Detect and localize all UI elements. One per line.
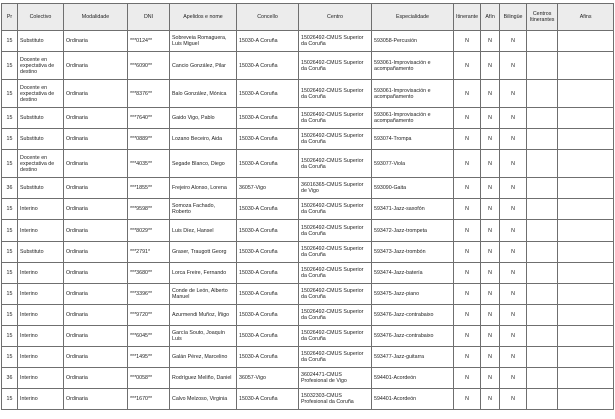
cell-itinerante: N xyxy=(454,220,481,241)
cell-colectivo: Substituto xyxy=(18,241,64,262)
cell-nome: Galán Pérez, Marcelino xyxy=(170,347,237,368)
cell-dni: ***8029** xyxy=(128,220,170,241)
cell-modalidade: Ordinaria xyxy=(64,31,128,52)
cell-afin: N xyxy=(481,241,500,262)
cell-concello: 15030-A Coruña xyxy=(237,304,299,325)
cell-modalidade: Ordinaria xyxy=(64,304,128,325)
cell-centros-itinerantes xyxy=(527,241,558,262)
table-row xyxy=(2,80,614,108)
cell-colectivo: Interino xyxy=(18,262,64,283)
cell-especialidade: 593471-Jazz-saxofón xyxy=(372,199,454,220)
cell-dni: ***2791* xyxy=(128,241,170,262)
cell-dni: ***0889** xyxy=(128,129,170,150)
cell-bilingue: N xyxy=(500,304,527,325)
cell-dni: ***6090** xyxy=(128,52,170,80)
cell-afin: N xyxy=(481,368,500,389)
cell-modalidade: Ordinaria xyxy=(64,283,128,304)
cell-pr: 36 xyxy=(2,368,18,389)
cell-itinerante: N xyxy=(454,304,481,325)
cell-centro: 15026492-CMUS Superior da Coruña xyxy=(299,347,372,368)
cell-centro: 15026492-CMUS Superior da Coruña xyxy=(299,129,372,150)
cell-especialidade: 593476-Jazz-contrabaixo xyxy=(372,304,454,325)
cell-nome: Somoza Fachado, Roberto xyxy=(170,199,237,220)
col-header-bilingue: Bilingüe xyxy=(500,4,527,31)
cell-itinerante: N xyxy=(454,178,481,199)
cell-concello: 15030-A Coruña xyxy=(237,347,299,368)
cell-afin: N xyxy=(481,262,500,283)
table-row xyxy=(2,368,614,389)
cell-centros-itinerantes xyxy=(527,199,558,220)
cell-bilingue: N xyxy=(500,108,527,129)
cell-especialidade: 593074-Trompa xyxy=(372,129,454,150)
cell-dni: ***9598** xyxy=(128,199,170,220)
cell-centro: 15026492-CMUS Superior da Coruña xyxy=(299,220,372,241)
cell-concello: 15030-A Coruña xyxy=(237,220,299,241)
table-row xyxy=(2,31,614,52)
cell-centro: 15032303-CMUS Profesional da Coruña xyxy=(299,389,372,410)
cell-especialidade: 594401-Acordeón xyxy=(372,389,454,410)
cell-concello: 15030-A Coruña xyxy=(237,325,299,346)
cell-dni: ***8376** xyxy=(128,80,170,108)
cell-concello: 36057-Vigo xyxy=(237,368,299,389)
cell-nome: Conde de León, Alberto Manuel xyxy=(170,283,237,304)
cell-colectivo: Interino xyxy=(18,389,64,410)
cell-modalidade: Ordinaria xyxy=(64,220,128,241)
cell-afins xyxy=(558,262,614,283)
cell-centros-itinerantes xyxy=(527,108,558,129)
cell-concello: 15030-A Coruña xyxy=(237,241,299,262)
cell-colectivo: Substituto xyxy=(18,108,64,129)
col-header-afin: Afín xyxy=(481,4,500,31)
cell-pr: 15 xyxy=(2,108,18,129)
cell-afin: N xyxy=(481,178,500,199)
col-header-dni: DNI xyxy=(128,4,170,31)
col-header-centros-itinerantes: Centros Itinerantes xyxy=(527,4,558,31)
cell-colectivo: Substituto xyxy=(18,129,64,150)
cell-pr: 15 xyxy=(2,150,18,178)
cell-centro: 15026492-CMUS Superior da Coruña xyxy=(299,325,372,346)
cell-centro: 36024471-CMUS Profesional de Vigo xyxy=(299,368,372,389)
cell-concello: 15030-A Coruña xyxy=(237,80,299,108)
col-header-afins: Afins xyxy=(558,4,614,31)
cell-centros-itinerantes xyxy=(527,325,558,346)
cell-especialidade: 593061-Improvisación e acompañamento xyxy=(372,52,454,80)
cell-especialidade: 593061-Improvisación e acompañamento xyxy=(372,80,454,108)
cell-colectivo: Docente en expectativa de destino xyxy=(18,52,64,80)
cell-centro: 15026492-CMUS Superior da Coruña xyxy=(299,150,372,178)
cell-afins xyxy=(558,347,614,368)
cell-especialidade: 594401-Acordeón xyxy=(372,368,454,389)
cell-modalidade: Ordinaria xyxy=(64,241,128,262)
cell-bilingue: N xyxy=(500,347,527,368)
table-row xyxy=(2,52,614,80)
cell-colectivo: Interino xyxy=(18,347,64,368)
cell-dni: ***6045** xyxy=(128,325,170,346)
cell-bilingue: N xyxy=(500,325,527,346)
cell-modalidade: Ordinaria xyxy=(64,80,128,108)
cell-colectivo: Interino xyxy=(18,304,64,325)
cell-nome: Sobreveia Romaguera, Luis Miguel xyxy=(170,31,237,52)
cell-centro: 15026492-CMUS Superior da Coruña xyxy=(299,262,372,283)
cell-nome: Balo González, Mónica xyxy=(170,80,237,108)
cell-afins xyxy=(558,368,614,389)
cell-modalidade: Ordinaria xyxy=(64,52,128,80)
cell-pr: 15 xyxy=(2,199,18,220)
cell-pr: 15 xyxy=(2,347,18,368)
cell-afin: N xyxy=(481,199,500,220)
cell-afins xyxy=(558,389,614,410)
cell-itinerante: N xyxy=(454,129,481,150)
cell-bilingue: N xyxy=(500,150,527,178)
cell-modalidade: Ordinaria xyxy=(64,325,128,346)
cell-centros-itinerantes xyxy=(527,150,558,178)
cell-dni: ***4035** xyxy=(128,150,170,178)
cell-nome: Calvo Melzoso, Virginia xyxy=(170,389,237,410)
cell-dni: ***1855** xyxy=(128,178,170,199)
cell-afins xyxy=(558,325,614,346)
cell-centros-itinerantes xyxy=(527,389,558,410)
header-row xyxy=(2,4,614,31)
table-row xyxy=(2,347,614,368)
cell-bilingue: N xyxy=(500,178,527,199)
cell-afin: N xyxy=(481,150,500,178)
cell-afin: N xyxy=(481,108,500,129)
cell-centros-itinerantes xyxy=(527,368,558,389)
cell-colectivo: Interino xyxy=(18,368,64,389)
cell-afins xyxy=(558,220,614,241)
cell-nome: Gaido Vigo, Pablo xyxy=(170,108,237,129)
cell-bilingue: N xyxy=(500,368,527,389)
cell-bilingue: N xyxy=(500,241,527,262)
col-header-concello: Concello xyxy=(237,4,299,31)
cell-itinerante: N xyxy=(454,241,481,262)
cell-pr: 15 xyxy=(2,283,18,304)
cell-dni: ***0058** xyxy=(128,368,170,389)
cell-afins xyxy=(558,150,614,178)
cell-nome: Segade Blanco, Diego xyxy=(170,150,237,178)
cell-centro: 15026492-CMUS Superior da Coruña xyxy=(299,304,372,325)
cell-concello: 15030-A Coruña xyxy=(237,52,299,80)
cell-colectivo: Substituto xyxy=(18,31,64,52)
cell-itinerante: N xyxy=(454,389,481,410)
cell-afins xyxy=(558,31,614,52)
cell-itinerante: N xyxy=(454,108,481,129)
col-header-colectivo: Colectivo xyxy=(18,4,64,31)
cell-nome: Azurmendi Muñoz, Íñigo xyxy=(170,304,237,325)
cell-afin: N xyxy=(481,347,500,368)
cell-modalidade: Ordinaria xyxy=(64,150,128,178)
cell-modalidade: Ordinaria xyxy=(64,178,128,199)
cell-afin: N xyxy=(481,80,500,108)
cell-bilingue: N xyxy=(500,199,527,220)
cell-itinerante: N xyxy=(454,199,481,220)
cell-afin: N xyxy=(481,389,500,410)
cell-concello: 15030-A Coruña xyxy=(237,199,299,220)
cell-bilingue: N xyxy=(500,80,527,108)
cell-dni: ***0124** xyxy=(128,31,170,52)
table-row xyxy=(2,150,614,178)
cell-afins xyxy=(558,283,614,304)
col-header-itinerante: Itinerante xyxy=(454,4,481,31)
cell-centros-itinerantes xyxy=(527,129,558,150)
cell-afins xyxy=(558,108,614,129)
table-row xyxy=(2,304,614,325)
cell-concello: 15030-A Coruña xyxy=(237,262,299,283)
cell-especialidade: 593477-Jazz-guitarra xyxy=(372,347,454,368)
cell-afin: N xyxy=(481,283,500,304)
cell-afins xyxy=(558,199,614,220)
cell-modalidade: Ordinaria xyxy=(64,129,128,150)
cell-afin: N xyxy=(481,31,500,52)
cell-bilingue: N xyxy=(500,283,527,304)
cell-concello: 15030-A Coruña xyxy=(237,31,299,52)
cell-concello: 15030-A Coruña xyxy=(237,129,299,150)
cell-bilingue: N xyxy=(500,389,527,410)
cell-colectivo: Interino xyxy=(18,283,64,304)
cell-afins xyxy=(558,80,614,108)
cell-itinerante: N xyxy=(454,262,481,283)
cell-especialidade: 593090-Gaita xyxy=(372,178,454,199)
table-row xyxy=(2,220,614,241)
cell-pr: 15 xyxy=(2,389,18,410)
cell-itinerante: N xyxy=(454,31,481,52)
cell-afin: N xyxy=(481,52,500,80)
col-header-modalidade: Modalidade xyxy=(64,4,128,31)
cell-especialidade: 593061-Improvisación e acompañamento xyxy=(372,108,454,129)
cell-afins xyxy=(558,241,614,262)
cell-pr: 15 xyxy=(2,52,18,80)
cell-especialidade: 593476-Jazz-contrabaixo xyxy=(372,325,454,346)
cell-especialidade: 593473-Jazz-trombón xyxy=(372,241,454,262)
cell-especialidade: 593474-Jazz-batería xyxy=(372,262,454,283)
cell-itinerante: N xyxy=(454,52,481,80)
cell-centros-itinerantes xyxy=(527,52,558,80)
cell-modalidade: Ordinaria xyxy=(64,262,128,283)
cell-dni: ***7640** xyxy=(128,108,170,129)
cell-centros-itinerantes xyxy=(527,31,558,52)
cell-nome: Lorca Freire, Fernando xyxy=(170,262,237,283)
cell-afin: N xyxy=(481,129,500,150)
table-row xyxy=(2,178,614,199)
cell-afins xyxy=(558,129,614,150)
cell-centro: 15026492-CMUS Superior da Coruña xyxy=(299,199,372,220)
cell-nome: Cancio González, Pilar xyxy=(170,52,237,80)
cell-centro: 36016365-CMUS Superior de Vigo xyxy=(299,178,372,199)
cell-pr: 15 xyxy=(2,241,18,262)
cell-colectivo: Docente en expectativa de destino xyxy=(18,80,64,108)
cell-colectivo: Substituto xyxy=(18,178,64,199)
cell-dni: ***9720** xyxy=(128,304,170,325)
table-row xyxy=(2,241,614,262)
cell-especialidade: 593472-Jazz-trompeta xyxy=(372,220,454,241)
cell-centros-itinerantes xyxy=(527,304,558,325)
cell-centro: 15026492-CMUS Superior da Coruña xyxy=(299,80,372,108)
cell-modalidade: Ordinaria xyxy=(64,199,128,220)
cell-itinerante: N xyxy=(454,283,481,304)
cell-especialidade: 593475-Jazz-piano xyxy=(372,283,454,304)
cell-pr: 15 xyxy=(2,325,18,346)
table-row xyxy=(2,262,614,283)
cell-especialidade: 593077-Viola xyxy=(372,150,454,178)
cell-pr: 15 xyxy=(2,31,18,52)
cell-modalidade: Ordinaria xyxy=(64,389,128,410)
assignments-table xyxy=(1,3,614,410)
cell-pr: 15 xyxy=(2,262,18,283)
cell-afin: N xyxy=(481,304,500,325)
cell-dni: ***1495** xyxy=(128,347,170,368)
col-header-nome: Apelidos e nome xyxy=(170,4,237,31)
cell-concello: 15030-A Coruña xyxy=(237,283,299,304)
table-row xyxy=(2,283,614,304)
cell-pr: 15 xyxy=(2,220,18,241)
cell-concello: 15030-A Coruña xyxy=(237,389,299,410)
cell-modalidade: Ordinaria xyxy=(64,347,128,368)
cell-bilingue: N xyxy=(500,262,527,283)
cell-centros-itinerantes xyxy=(527,283,558,304)
cell-pr: 15 xyxy=(2,80,18,108)
cell-centro: 15026492-CMUS Superior da Coruña xyxy=(299,52,372,80)
cell-centro: 15026492-CMUS Superior da Coruña xyxy=(299,108,372,129)
cell-pr: 15 xyxy=(2,129,18,150)
cell-dni: ***3680** xyxy=(128,262,170,283)
cell-afins xyxy=(558,178,614,199)
table-row xyxy=(2,108,614,129)
cell-centros-itinerantes xyxy=(527,220,558,241)
cell-itinerante: N xyxy=(454,80,481,108)
cell-nome: Lozano Beceiro, Aida xyxy=(170,129,237,150)
cell-bilingue: N xyxy=(500,220,527,241)
cell-afin: N xyxy=(481,220,500,241)
cell-nome: García Souto, Joaquín Luis xyxy=(170,325,237,346)
col-header-especialidade: Especialidade xyxy=(372,4,454,31)
cell-nome: Rodríguez Meliño, Daniel xyxy=(170,368,237,389)
cell-nome: Graser, Traugott Georg xyxy=(170,241,237,262)
cell-centros-itinerantes xyxy=(527,262,558,283)
cell-colectivo: Interino xyxy=(18,220,64,241)
cell-colectivo: Interino xyxy=(18,199,64,220)
cell-bilingue: N xyxy=(500,31,527,52)
cell-concello: 15030-A Coruña xyxy=(237,108,299,129)
cell-modalidade: Ordinaria xyxy=(64,108,128,129)
cell-nome: Frejeiro Alonso, Lorena xyxy=(170,178,237,199)
cell-centros-itinerantes xyxy=(527,347,558,368)
cell-afin: N xyxy=(481,325,500,346)
cell-dni: ***1670** xyxy=(128,389,170,410)
cell-concello: 15030-A Coruña xyxy=(237,150,299,178)
cell-centro: 15026492-CMUS Superior da Coruña xyxy=(299,31,372,52)
cell-pr: 36 xyxy=(2,178,18,199)
cell-afins xyxy=(558,52,614,80)
table-row xyxy=(2,325,614,346)
cell-bilingue: N xyxy=(500,129,527,150)
cell-afins xyxy=(558,304,614,325)
cell-itinerante: N xyxy=(454,150,481,178)
cell-itinerante: N xyxy=(454,368,481,389)
cell-centros-itinerantes xyxy=(527,80,558,108)
col-header-pr: Pr xyxy=(2,4,18,31)
cell-modalidade: Ordinaria xyxy=(64,368,128,389)
table-row xyxy=(2,199,614,220)
cell-centros-itinerantes xyxy=(527,178,558,199)
col-header-centro: Centro xyxy=(299,4,372,31)
cell-concello: 36057-Vigo xyxy=(237,178,299,199)
cell-itinerante: N xyxy=(454,325,481,346)
cell-centro: 15026492-CMUS Superior da Coruña xyxy=(299,241,372,262)
table-row xyxy=(2,129,614,150)
cell-bilingue: N xyxy=(500,52,527,80)
cell-centro: 15026492-CMUS Superior da Coruña xyxy=(299,283,372,304)
cell-colectivo: Docente en expectativa de destino xyxy=(18,150,64,178)
cell-pr: 15 xyxy=(2,304,18,325)
cell-especialidade: 593058-Percusión xyxy=(372,31,454,52)
cell-colectivo: Interino xyxy=(18,325,64,346)
cell-nome: Luis Díez, Hansel xyxy=(170,220,237,241)
cell-itinerante: N xyxy=(454,347,481,368)
cell-dni: ***3396** xyxy=(128,283,170,304)
table-row xyxy=(2,389,614,410)
